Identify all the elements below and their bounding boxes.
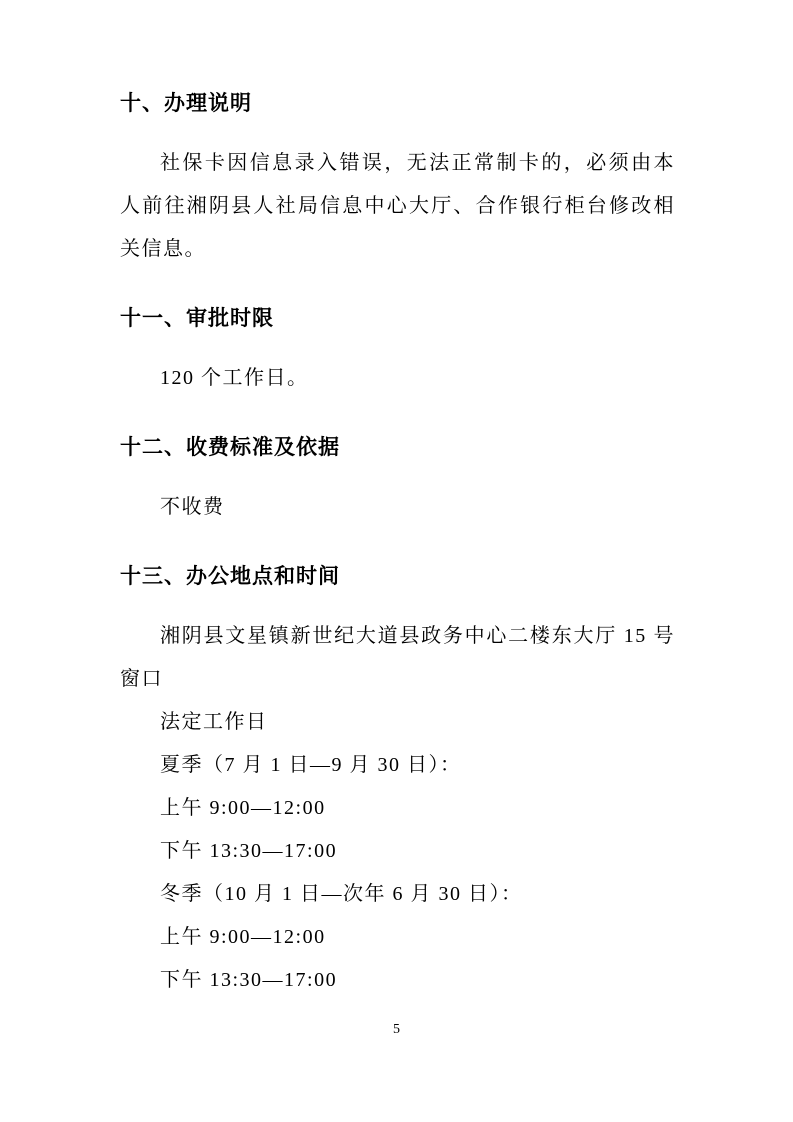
section-13-summer-label: 夏季（7 月 1 日—9 月 30 日）： (160, 754, 462, 776)
section-13-heading: 十三、办公地点和时间 (120, 565, 340, 588)
section-13-address: 湘阴县文星镇新世纪大道县政务中心二楼东大厅 15 号窗口 (120, 625, 675, 690)
section-13-summer-morning: 上午 9:00—12:00 (160, 797, 326, 819)
section-13-workdays: 法定工作日 (160, 711, 268, 733)
section-11-heading: 十一、审批时限 (120, 307, 274, 330)
section-13-summer-afternoon: 下午 13:30—17:00 (160, 840, 338, 862)
section-12 (120, 436, 675, 529)
section-13-winter-afternoon: 下午 13:30—17:00 (160, 969, 338, 991)
section-12-heading: 十二、收费标准及依据 (120, 436, 340, 459)
page-number: 5 (393, 1022, 400, 1037)
section-13 (120, 565, 675, 1002)
section-11 (120, 307, 675, 400)
section-10 (120, 92, 675, 271)
section-12-paragraph: 不收费 (160, 496, 225, 518)
section-13-winter-morning: 上午 9:00—12:00 (160, 926, 326, 948)
section-10-paragraph: 社保卡因信息录入错误，无法正常制卡的，必须由本人前往湘阴县人社局信息中心大厅、合作银行柜台修改相关信息。 (120, 152, 675, 260)
section-13-winter-label: 冬季（10 月 1 日—次年 6 月 30 日）： (160, 883, 523, 905)
section-10-heading: 十、办理说明 (120, 92, 252, 115)
section-11-paragraph: 120 个工作日。 (160, 367, 309, 389)
